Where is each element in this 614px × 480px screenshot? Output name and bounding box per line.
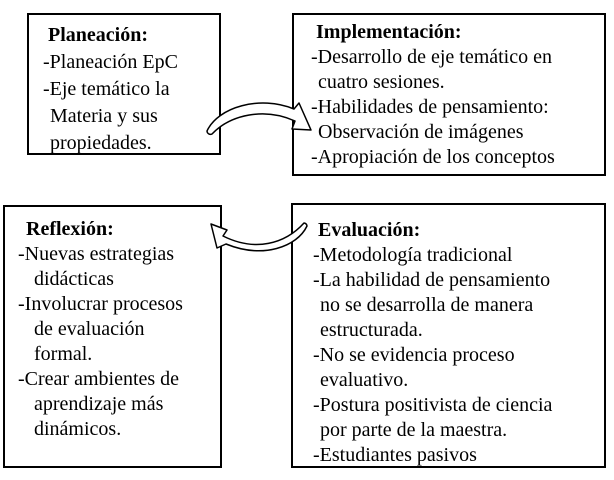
box-planeacion-title: Planeación:: [48, 24, 148, 46]
box-evaluacion-line: -Metodología tradicional: [313, 244, 513, 266]
box-planeacion-line: -Eje temático la: [43, 78, 170, 100]
box-implementacion-line: -Desarrollo de eje temático en: [311, 46, 552, 68]
box-evaluacion-line: -Postura positivista de ciencia: [313, 394, 553, 416]
box-implementacion-line: cuatro sesiones.: [318, 71, 445, 93]
box-reflexion: [3, 205, 222, 468]
box-implementacion-line: -Habilidades de pensamiento:: [311, 96, 549, 118]
box-evaluacion-line: -No se evidencia proceso: [313, 344, 515, 366]
box-planeacion-line: -Planeación EpC: [43, 51, 178, 73]
box-reflexion-line: formal.: [34, 343, 93, 365]
box-evaluacion-line: -La habilidad de pensamiento: [313, 269, 551, 291]
box-evaluacion-line: evaluativo.: [320, 369, 409, 391]
box-evaluacion-line: -Estudiantes pasivos: [313, 444, 477, 466]
box-evaluacion-title: Evaluación:: [318, 219, 421, 241]
box-reflexion-title: Reflexión:: [26, 218, 114, 240]
box-reflexion-line: -Crear ambientes de: [18, 368, 180, 390]
box-planeacion: [27, 13, 221, 155]
box-planeacion-line: propiedades.: [50, 132, 152, 154]
box-implementacion: [292, 13, 606, 176]
box-implementacion-title: Implementación:: [316, 21, 462, 43]
box-reflexion-line: dinámicos.: [34, 418, 122, 440]
box-implementacion-line: -Apropiación de los conceptos: [311, 146, 555, 168]
box-evaluacion: [291, 203, 606, 468]
box-evaluacion-line: no se desarrolla de manera: [320, 294, 534, 316]
box-evaluacion-line: por parte de la maestra.: [320, 419, 508, 441]
curved-arrow-left-icon: [200, 215, 318, 265]
box-reflexion-line: -Nuevas estrategias: [18, 243, 175, 265]
box-reflexion-line: didácticas: [34, 268, 114, 290]
curved-arrow-right-icon: [200, 95, 318, 145]
box-reflexion-line: de evaluación: [34, 318, 145, 340]
box-planeacion-line: Materia y sus: [50, 105, 158, 127]
box-implementacion-line: Observación de imágenes: [318, 121, 524, 143]
box-reflexion-line: -Involucrar procesos: [18, 293, 183, 315]
box-reflexion-line: aprendizaje más: [34, 393, 164, 415]
box-evaluacion-line: estructurada.: [320, 319, 423, 341]
